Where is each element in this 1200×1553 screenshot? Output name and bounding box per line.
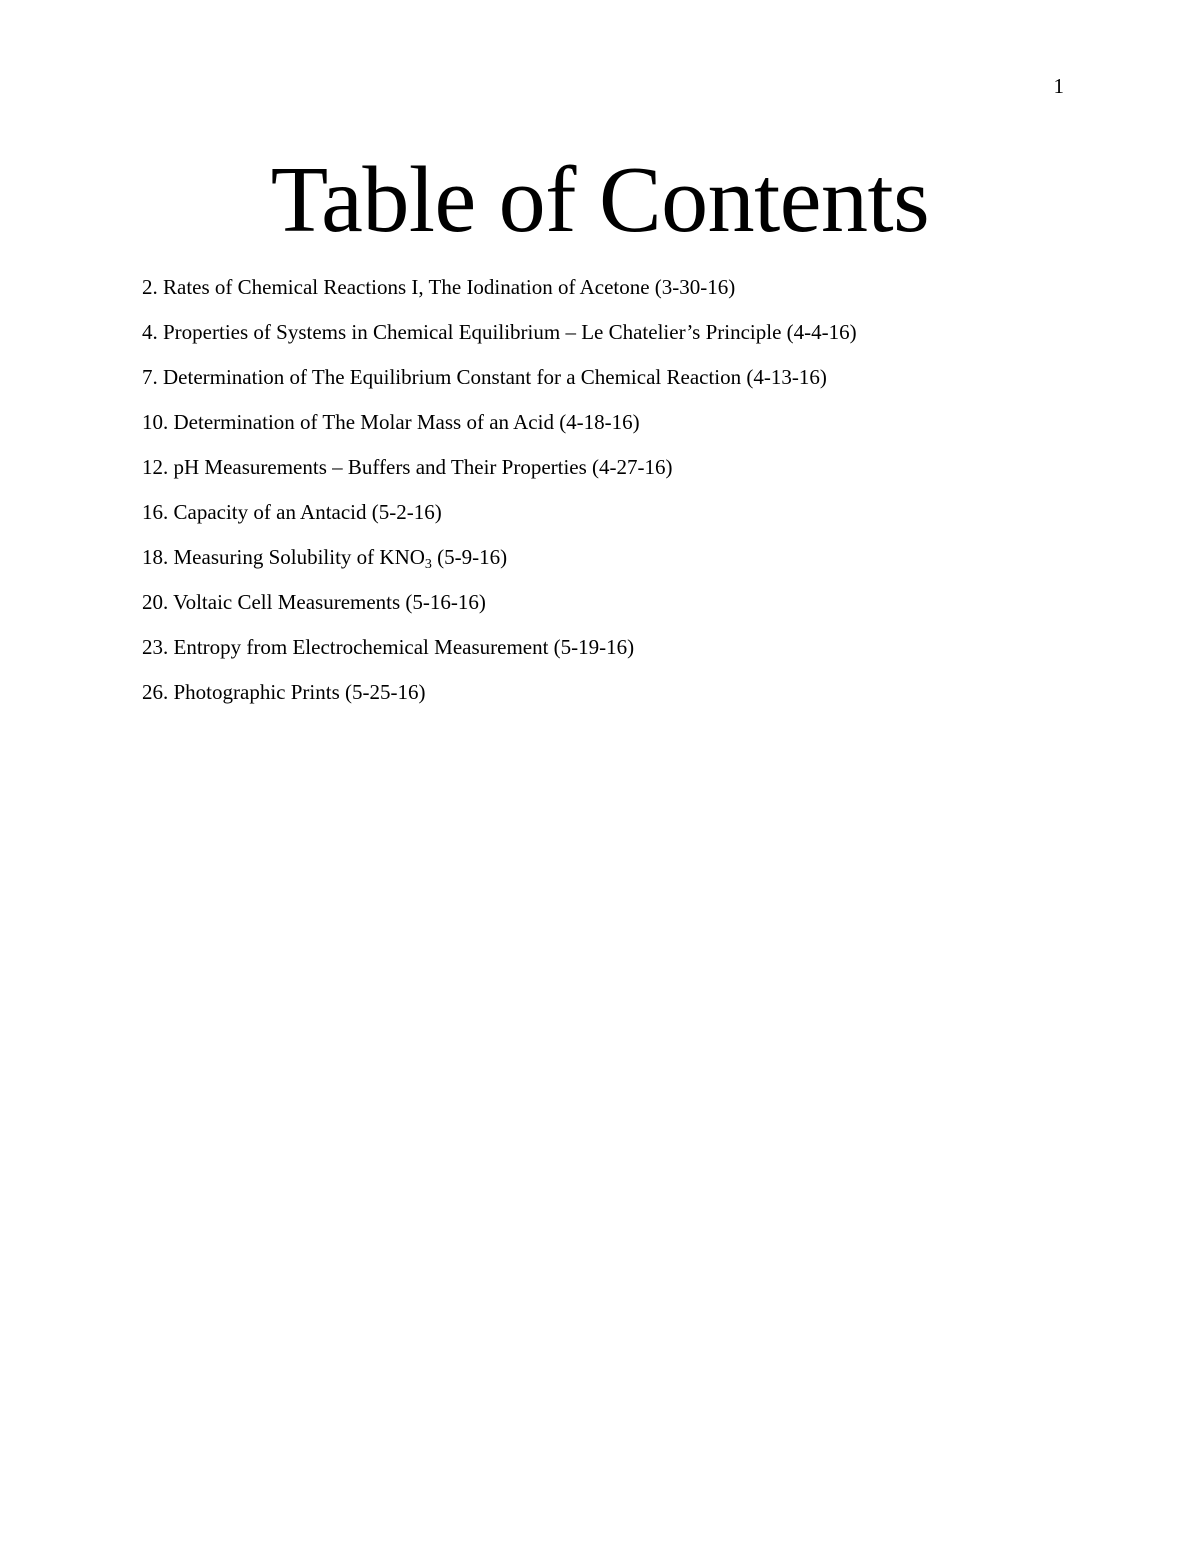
- toc-list: [142, 272, 1122, 722]
- toc-entry: 23. Entropy from Electrochemical Measurement (5-19-16): [142, 635, 635, 659]
- toc-entry: 7. Determination of The Equilibrium Constant for a Chemical Reaction (4-13-16): [142, 365, 827, 389]
- toc-entry-text: 18. Measuring Solubility of KNO: [142, 545, 425, 569]
- toc-entry: 16. Capacity of an Antacid (5-2-16): [142, 500, 442, 524]
- page-number: 1: [1053, 74, 1064, 98]
- toc-entry: [142, 542, 1122, 587]
- toc-entry: 2. Rates of Chemical Reactions I, The Iodination of Acetone (3-30-16): [142, 275, 736, 299]
- formula-subscript: 3: [424, 557, 432, 572]
- toc-entry: 10. Determination of The Molar Mass of an Acid (4-18-16): [142, 410, 640, 434]
- toc-entry-date: (5-9-16): [431, 545, 508, 569]
- toc-entry: 26. Photographic Prints (5-25-16): [142, 680, 426, 704]
- toc-entry: 20. Voltaic Cell Measurements (5-16-16): [142, 590, 486, 614]
- toc-entry: 12. pH Measurements – Buffers and Their Properties (4-27-16): [142, 455, 673, 479]
- toc-entry: 4. Properties of Systems in Chemical Equilibrium – Le Chatelier’s Principle (4-4-16): [142, 320, 857, 344]
- page-title: Table of Contents: [270, 148, 930, 252]
